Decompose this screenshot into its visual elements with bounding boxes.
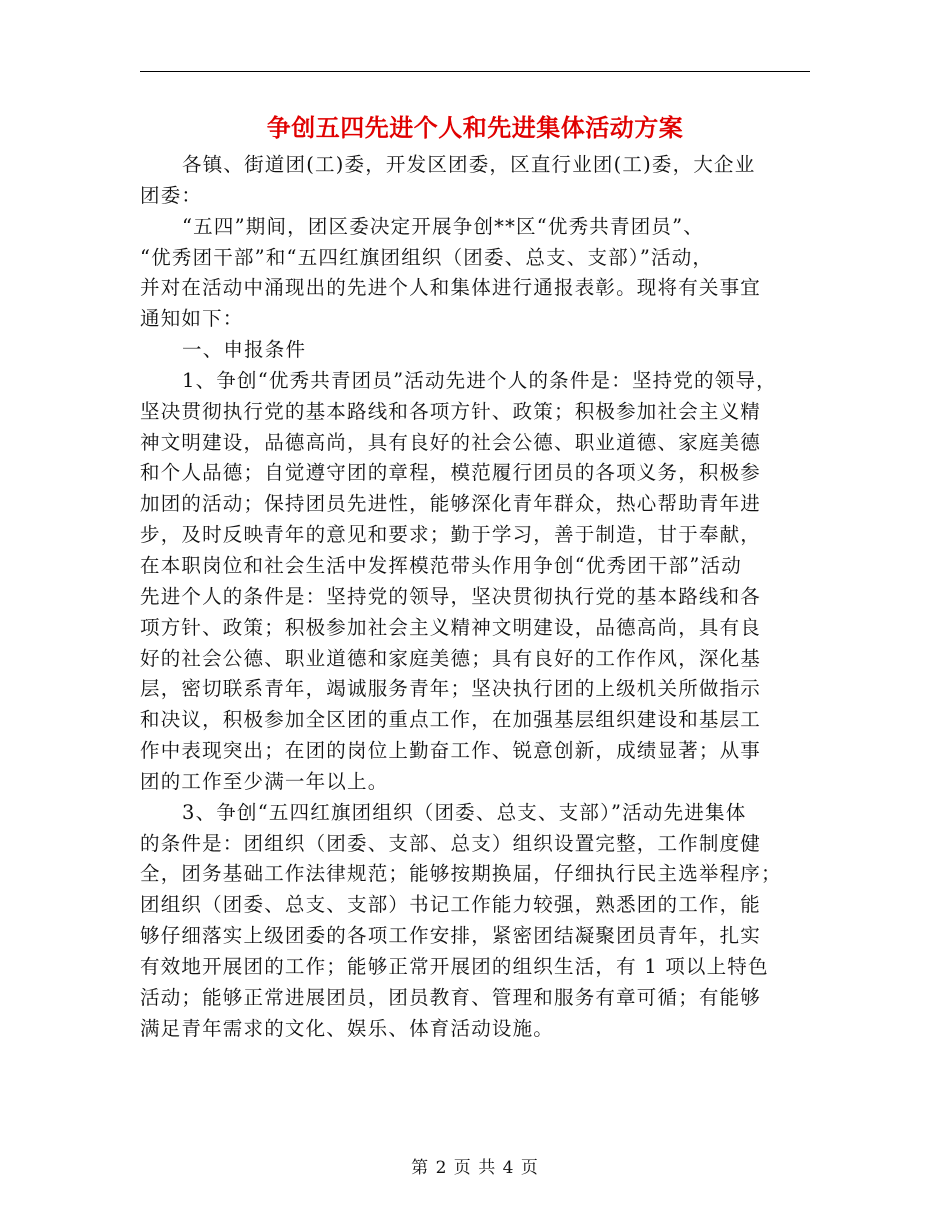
body-line: 坚决贯彻执行党的基本路线和各项方针、政策；积极参加社会主义精 bbox=[140, 399, 762, 423]
body-line: 和个人品德；自觉遵守团的章程，模范履行团员的各项义务，积极参 bbox=[140, 461, 762, 485]
body-line: 好的社会公德、职业道德和家庭美德；具有良好的工作作风，深化基 bbox=[140, 646, 762, 670]
body-line: 团组织（团委、总支、支部）书记工作能力较强，熟悉团的工作，能 bbox=[140, 893, 762, 917]
body-line: 有效地开展团的工作；能够正常开展团的组织生活，有 1 项以上特色 bbox=[140, 954, 769, 978]
body-line: 满足青年需求的文化、娱乐、体育活动设施。 bbox=[140, 1016, 555, 1040]
body-line: 先进个人的条件是：坚持党的领导，坚决贯彻执行党的基本路线和各 bbox=[140, 584, 762, 608]
body-line: 全，团务基础工作法律规范；能够按期换届，仔细执行民主选举程序； bbox=[140, 862, 782, 886]
body-line: 各镇、街道团(工)委，开发区团委，区直行业团(工)委，大企业 bbox=[182, 153, 756, 176]
body-line: 步，及时反映青年的意见和要求；勤于学习，善于制造，甘于奉献， bbox=[140, 523, 762, 547]
body-line: 的条件是：团组织（团委、支部、总支）组织设置完整，工作制度健 bbox=[140, 831, 762, 855]
body-line: 够仔细落实上级团委的各项工作安排，紧密团结凝聚团员青年，扎实 bbox=[140, 924, 762, 948]
body-line: 神文明建设，品德高尚，具有良好的社会公德、职业道德、家庭美德 bbox=[140, 430, 762, 454]
body-line: 通知如下： bbox=[140, 307, 244, 331]
body-line: 3、争创“五四红旗团组织（团委、总支、支部）”活动先进集体 bbox=[182, 800, 747, 824]
body-line: “优秀团干部”和“五四红旗团组织（团委、总支、支部）”活动， bbox=[140, 245, 714, 269]
body-line: 1、争创“优秀共青团员”活动先进个人的条件是：坚持党的领导， bbox=[182, 368, 777, 392]
document-body bbox=[140, 150, 815, 1044]
body-line: 活动；能够正常进展团员，团员教育、管理和服务有章可循；有能够 bbox=[140, 985, 762, 1009]
body-line: 项方针、政策；积极参加社会主义精神文明建设，品德高尚，具有良 bbox=[140, 615, 762, 639]
body-line: 团的工作至少满一年以上。 bbox=[140, 769, 389, 793]
body-line: 层，密切联系青年，竭诚服务青年；坚决执行团的上级机关所做指示 bbox=[140, 677, 762, 701]
body-line: 作中表现突出；在团的岗位上勤奋工作、锐意创新，成绩显著；从事 bbox=[140, 739, 762, 763]
body-line: 在本职岗位和社会生活中发挥模范带头作用争创“优秀团干部”活动 bbox=[140, 553, 742, 577]
document-title: 争创五四先进个人和先进集体活动方案 bbox=[266, 113, 684, 142]
body-line: “五四”期间，团区委决定开展争创**区“优秀共青团员”、 bbox=[182, 214, 704, 238]
page-footer: 第 2 页 共 4 页 bbox=[411, 1158, 539, 1178]
body-line: 一、申报条件 bbox=[182, 338, 307, 362]
body-line: 并对在活动中涌现出的先进个人和集体进行通报表彰。现将有关事宜 bbox=[140, 276, 762, 300]
body-line: 加团的活动；保持团员先进性，能够深化青年群众，热心帮助青年进 bbox=[140, 492, 762, 516]
header-rule bbox=[140, 71, 810, 72]
body-line: 团委： bbox=[140, 183, 203, 207]
body-line: 和决议，积极参加全区团的重点工作，在加强基层组织建设和基层工 bbox=[140, 708, 762, 732]
